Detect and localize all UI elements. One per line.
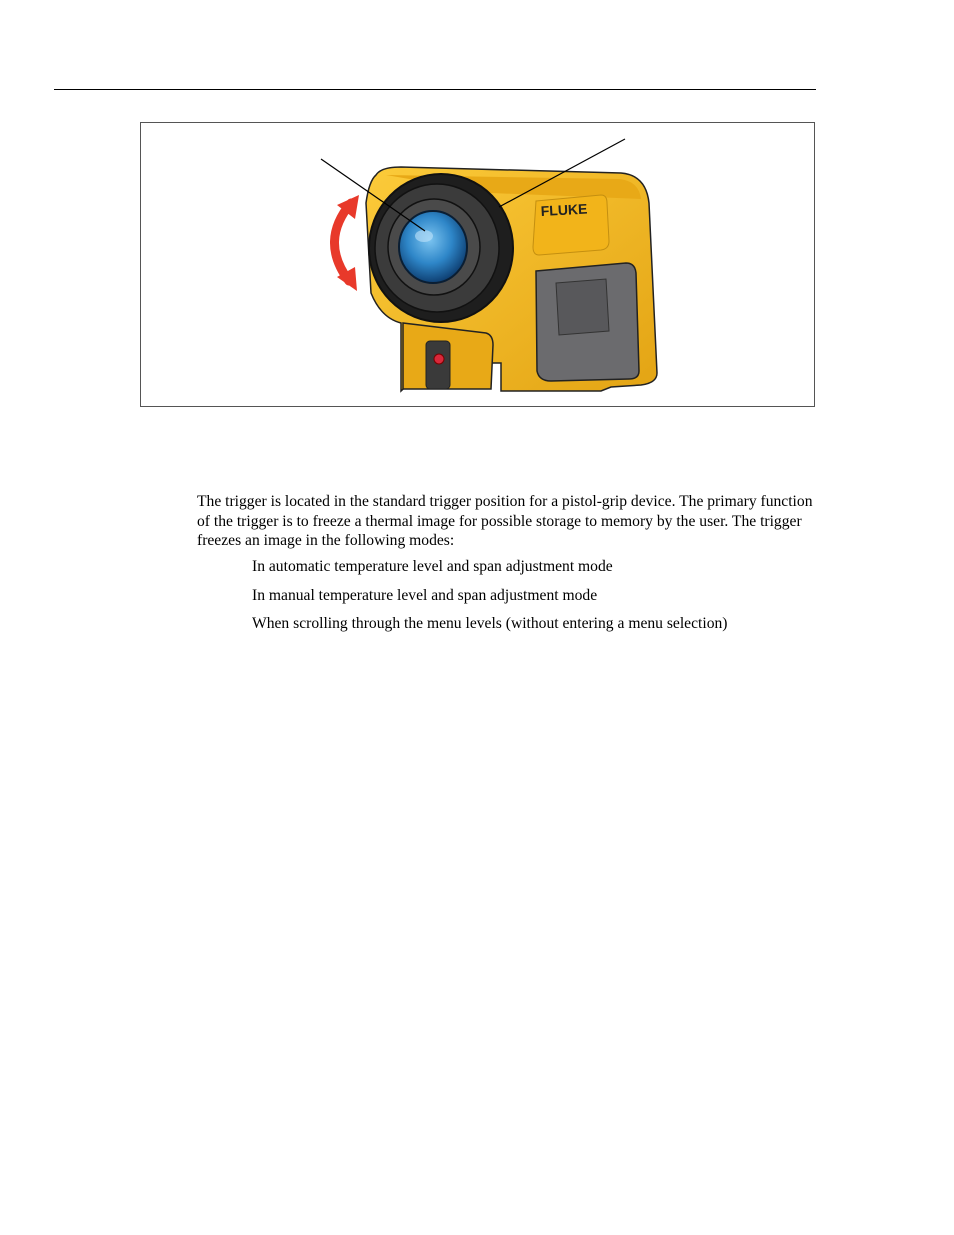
list-item: In manual temperature level and span adjustment mode <box>252 586 598 604</box>
list-item: When scrolling through the menu levels (without entering a menu selection) <box>252 615 728 632</box>
trigger-description: The trigger is located in the standard trigger position for a pistol-grip device. The primary function of the trigger is to freeze a thermal image for possible storage to memory by the user. The trigger freezes an image in the following modes: <box>197 493 813 549</box>
list-item: In automatic temperature level and span adjustment mode <box>252 558 613 575</box>
trigger-button <box>434 354 444 364</box>
side-panel-inset <box>556 279 609 335</box>
camera-figure <box>140 122 815 407</box>
camera-illustration <box>141 123 814 406</box>
lens-highlight <box>415 230 433 242</box>
header-rule <box>54 89 816 90</box>
trigger-slot <box>426 341 450 389</box>
focus-rotate-arrow <box>334 203 351 281</box>
lens-glass <box>399 211 467 283</box>
trigger-mode-list <box>252 557 812 643</box>
fluke-logo: FLUKE <box>540 200 588 219</box>
